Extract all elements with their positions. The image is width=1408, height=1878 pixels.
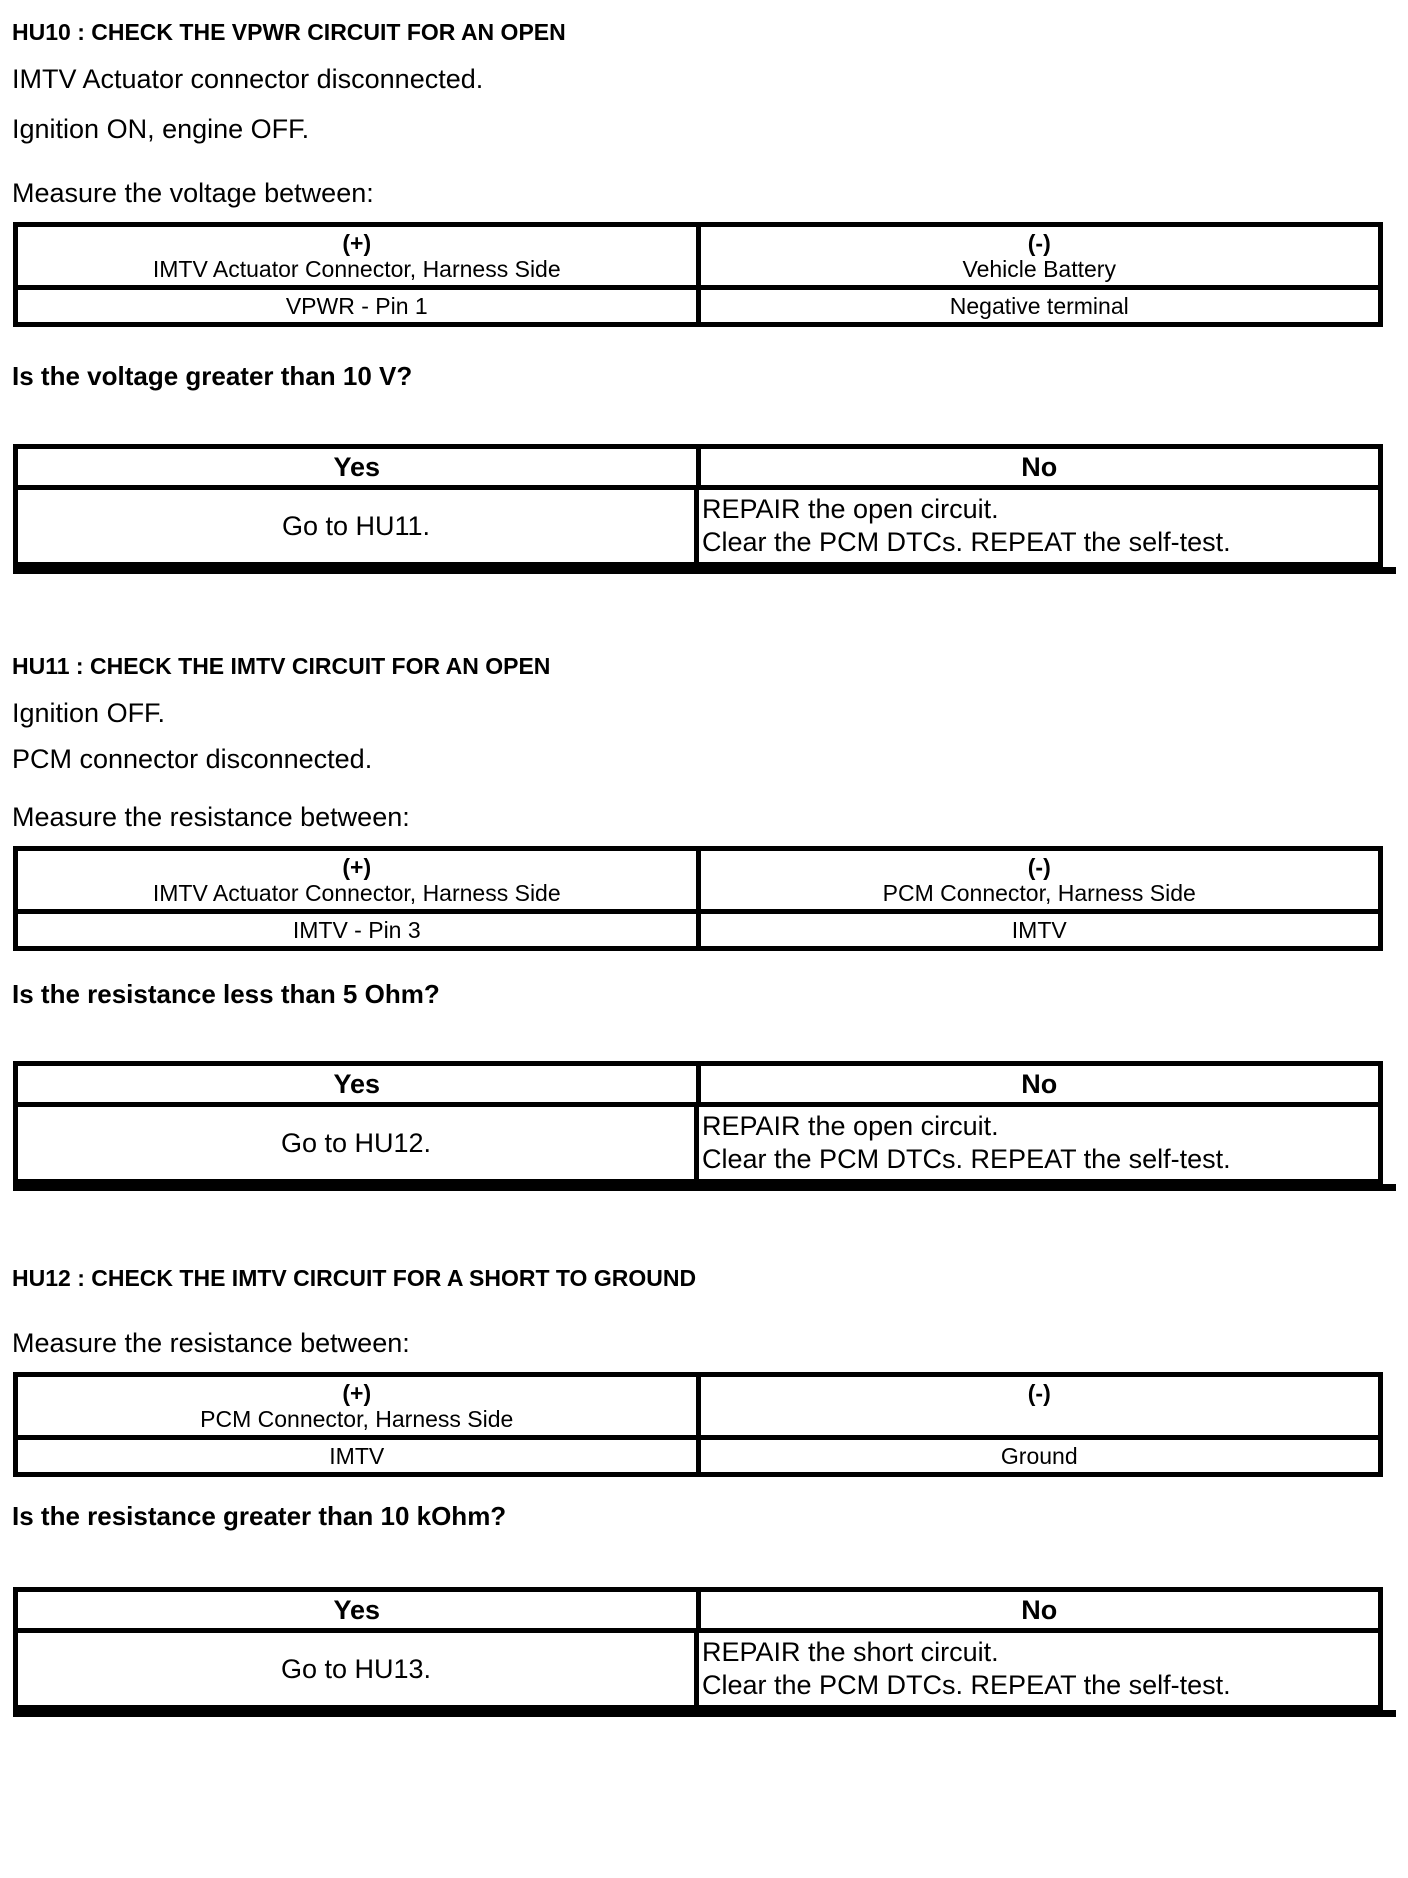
measure-instruction: Measure the voltage between:: [12, 178, 374, 208]
pinpoint-test-section-hu11: [0, 652, 1408, 1191]
instruction-line: Ignition ON, engine OFF.: [12, 114, 310, 144]
section-heading: HU11 : CHECK THE IMTV CIRCUIT FOR AN OPEN: [12, 653, 551, 679]
no-action-line: Clear the PCM DTCs. REPEAT the self-test.: [702, 1670, 1231, 1700]
decision-table-header-row: [18, 1592, 1378, 1633]
measurement-table-value-row: [18, 1440, 1378, 1472]
measure-instruction: Measure the resistance between:: [12, 802, 410, 832]
yes-header-cell: Yes: [18, 1066, 701, 1102]
no-header-cell: No: [1021, 1069, 1058, 1099]
minus-value-cell: Negative terminal: [949, 293, 1129, 319]
plus-sign: (+): [342, 1380, 372, 1406]
yes-action-cell: Go to HU11.: [18, 490, 699, 562]
question-text: Is the voltage greater than 10 V?: [12, 361, 413, 391]
minus-sign: (-): [1027, 1380, 1051, 1406]
minus-header-cell: [701, 851, 1379, 909]
minus-value-cell: IMTV: [1011, 917, 1067, 943]
plus-header-cell: [18, 851, 701, 909]
measurement-table-header-row: [18, 851, 1378, 914]
section-divider: [13, 567, 1396, 574]
question-text: Is the resistance greater than 10 kOhm?: [12, 1501, 507, 1531]
yes-action-cell: Go to HU13.: [18, 1633, 699, 1705]
measurement-table-header-row: [18, 227, 1378, 290]
measurement-table: [13, 846, 1383, 951]
minus-sign: (-): [1027, 854, 1051, 880]
no-action-line: Clear the PCM DTCs. REPEAT the self-test.: [702, 527, 1231, 557]
section-heading: HU10 : CHECK THE VPWR CIRCUIT FOR AN OPEN: [12, 19, 566, 45]
no-action-line: Clear the PCM DTCs. REPEAT the self-test.: [702, 1144, 1231, 1174]
question-text: Is the resistance less than 5 Ohm?: [12, 979, 440, 1009]
minus-connector-label: Vehicle Battery: [962, 256, 1116, 282]
no-action-line: REPAIR the open circuit.: [702, 494, 999, 524]
plus-value-cell: VPWR - Pin 1: [18, 290, 701, 322]
no-action-cell: [699, 1633, 1378, 1705]
plus-connector-label: PCM Connector, Harness Side: [200, 1406, 514, 1432]
plus-value-cell: IMTV - Pin 3: [18, 914, 701, 946]
minus-value-cell: Ground: [1000, 1443, 1078, 1469]
decision-table: [13, 1587, 1383, 1710]
no-action-cell: [699, 1107, 1378, 1179]
minus-header-cell: [701, 1377, 1379, 1435]
section-heading: HU12 : CHECK THE IMTV CIRCUIT FOR A SHORT TO GROUND: [12, 1265, 697, 1291]
yes-action-cell: Go to HU12.: [18, 1107, 699, 1179]
plus-value-cell: IMTV: [18, 1440, 701, 1472]
decision-table-action-row: [18, 1633, 1378, 1705]
plus-header-cell: [18, 227, 701, 285]
instruction-line: IMTV Actuator connector disconnected.: [12, 64, 484, 94]
plus-connector-label: IMTV Actuator Connector, Harness Side: [152, 880, 561, 906]
plus-sign: (+): [342, 230, 372, 256]
measurement-table: [13, 222, 1383, 327]
pinpoint-test-section-hu12: [0, 1264, 1408, 1717]
minus-sign: (-): [1027, 230, 1051, 256]
instruction-line: Ignition OFF.: [12, 698, 166, 728]
no-action-line: REPAIR the open circuit.: [702, 1111, 999, 1141]
no-action-cell: [699, 490, 1378, 562]
measurement-table-value-row: [18, 914, 1378, 946]
no-header-cell: No: [1021, 1595, 1058, 1625]
plus-sign: (+): [342, 854, 372, 880]
measurement-table-header-row: [18, 1377, 1378, 1440]
measurement-table-value-row: [18, 290, 1378, 322]
decision-table-header-row: [18, 1066, 1378, 1107]
decision-table-action-row: [18, 1107, 1378, 1179]
plus-connector-label: IMTV Actuator Connector, Harness Side: [152, 256, 561, 282]
decision-table-action-row: [18, 490, 1378, 562]
plus-header-cell: [18, 1377, 701, 1435]
section-divider: [13, 1184, 1396, 1191]
minus-header-cell: [701, 227, 1379, 285]
minus-connector-label: PCM Connector, Harness Side: [882, 880, 1196, 906]
decision-table: [13, 444, 1383, 567]
no-header-cell: No: [1021, 452, 1058, 482]
measurement-table: [13, 1372, 1383, 1477]
yes-header-cell: Yes: [18, 1592, 701, 1628]
section-divider: [13, 1710, 1396, 1717]
yes-header-cell: Yes: [18, 449, 701, 485]
pinpoint-test-section-hu10: [0, 18, 1408, 574]
instruction-line: PCM connector disconnected.: [12, 744, 373, 774]
decision-table-header-row: [18, 449, 1378, 490]
no-action-line: REPAIR the short circuit.: [702, 1637, 999, 1667]
measure-instruction: Measure the resistance between:: [12, 1328, 410, 1358]
decision-table: [13, 1061, 1383, 1184]
